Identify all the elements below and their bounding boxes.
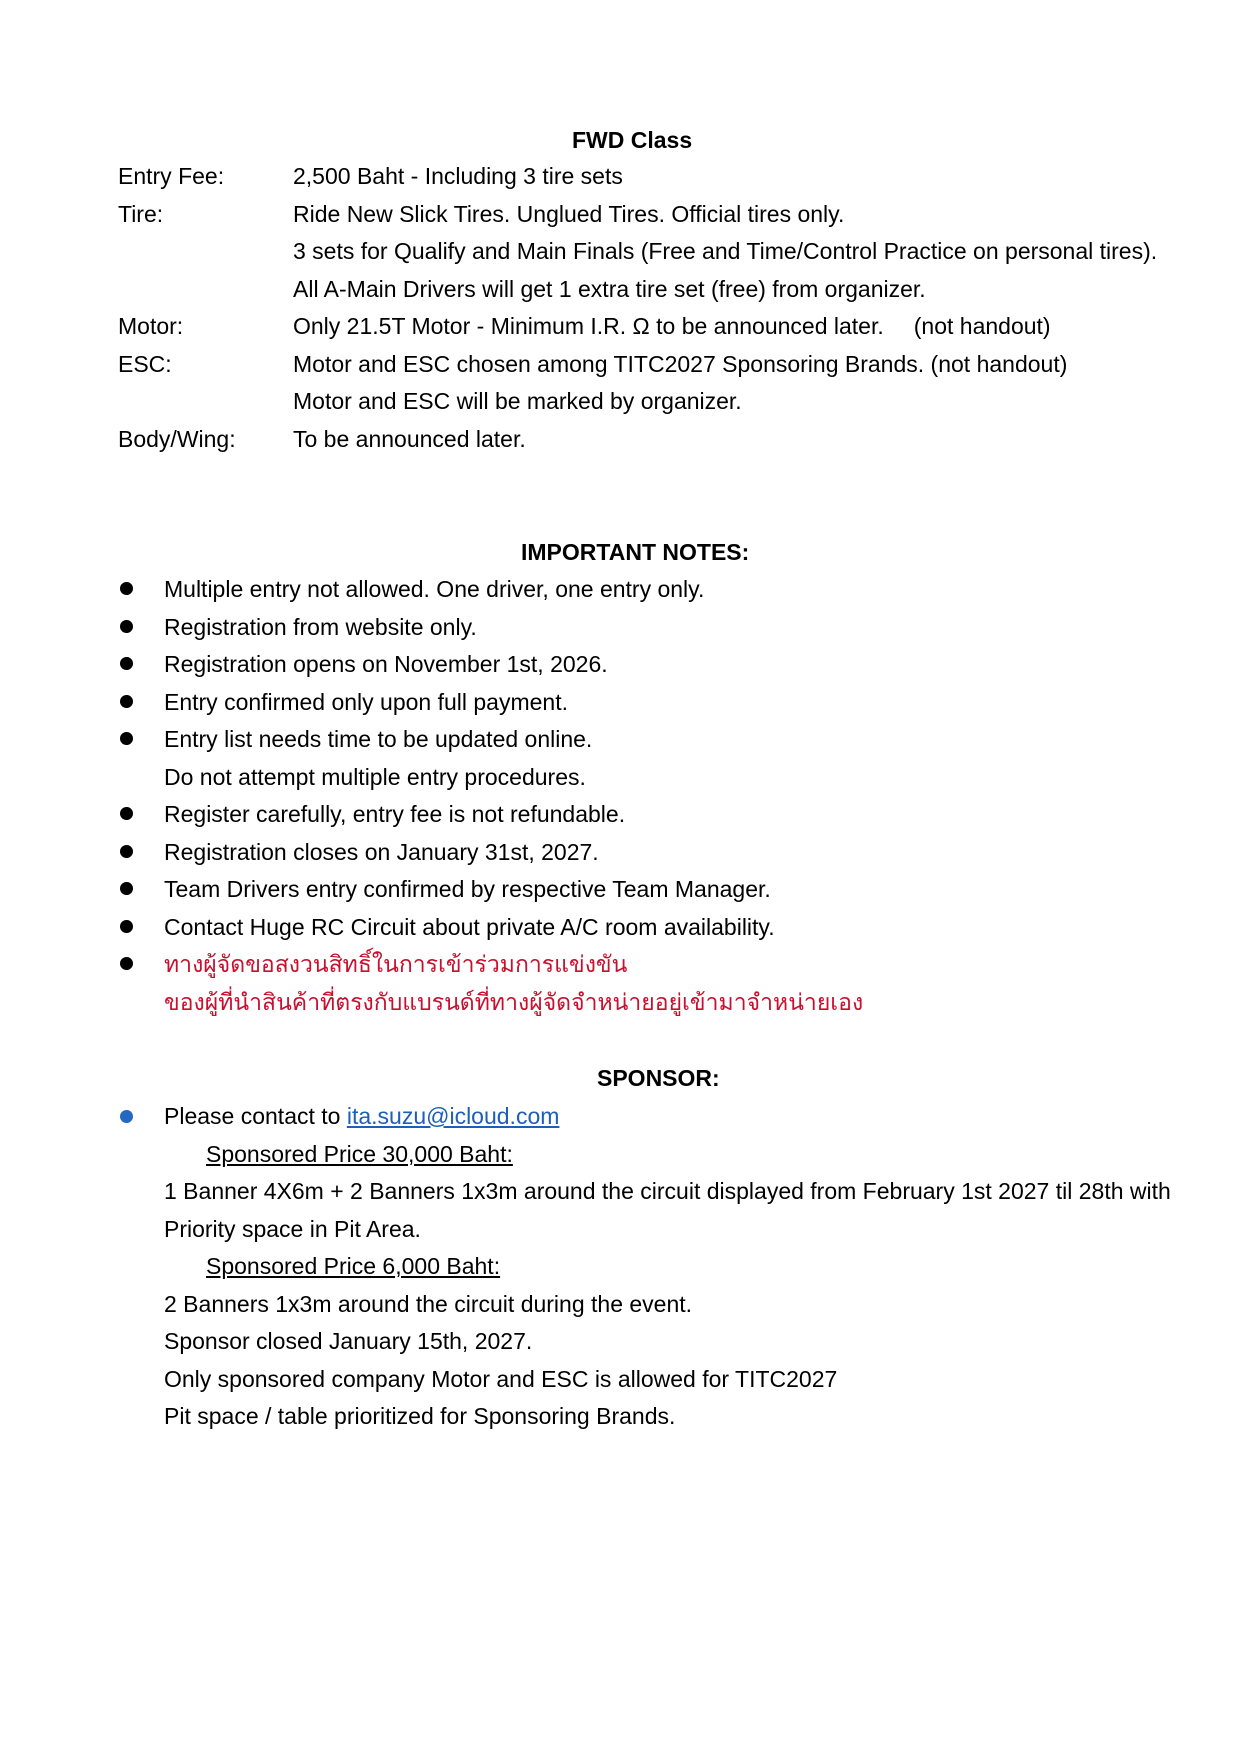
spec-value-extra-tire: All A-Main Drivers will get 1 extra tire set (free) from organizer. — [293, 276, 926, 302]
note-thai-line-1: ทางผู้จัดขอสงวนสิทธิ์ในการเข้าร่วมการแข่งขัน — [164, 951, 628, 977]
spec-value-entry-fee: 2,500 Baht - Including 3 tire sets — [293, 163, 623, 189]
bullet-icon — [120, 732, 133, 745]
note-multiple-entry: Multiple entry not allowed. One driver, one entry only. — [164, 576, 705, 602]
sponsor-tier-6000-title: Sponsored Price 6,000 Baht: — [206, 1253, 501, 1279]
note-registration-closes: Registration closes on January 31st, 2027. — [164, 839, 599, 865]
spec-label-motor: Motor: — [118, 313, 184, 339]
note-register-carefully: Register carefully, entry fee is not refundable. — [164, 801, 626, 827]
bullet-icon — [120, 582, 133, 595]
note-contact-huge-rc: Contact Huge RC Circuit about private A/C room availability. — [164, 914, 775, 940]
spec-value-esc: Motor and ESC chosen among TITC2027 Sponsoring Brands. (not handout) — [293, 351, 1068, 377]
spec-value-tire: Ride New Slick Tires. Unglued Tires. Official tires only. — [293, 201, 845, 227]
note-registration-website: Registration from website only. — [164, 614, 477, 640]
spec-label-body-wing: Body/Wing: — [118, 426, 236, 452]
sponsor-tier-30000-line-2: Priority space in Pit Area. — [164, 1216, 421, 1242]
spec-value-motor — [293, 312, 1051, 340]
note-entry-confirmed: Entry confirmed only upon full payment. — [164, 689, 568, 715]
sponsor-closed: Sponsor closed January 15th, 2027. — [164, 1328, 533, 1354]
spec-label-entry-fee: Entry Fee: — [118, 163, 225, 189]
sponsor-pit-space: Pit space / table prioritized for Sponsoring Brands. — [164, 1403, 676, 1429]
note-team-drivers: Team Drivers entry confirmed by respective Team Manager. — [164, 876, 771, 902]
spec-label-tire: Tire: — [118, 201, 164, 227]
motor-not-handout: (not handout) — [913, 313, 1051, 339]
note-entry-list-continued: Do not attempt multiple entry procedures. — [164, 764, 586, 790]
bullet-icon — [120, 695, 133, 708]
important-notes-title: IMPORTANT NOTES: — [521, 539, 750, 565]
sponsor-contact-prefix: Please contact to — [164, 1103, 347, 1129]
sponsor-motor-esc-rule: Only sponsored company Motor and ESC is allowed for TITC2027 — [164, 1366, 838, 1392]
sponsor-tier-6000-line-1: 2 Banners 1x3m around the circuit during the event. — [164, 1291, 693, 1317]
bullet-icon — [120, 620, 133, 633]
bullet-icon — [120, 920, 133, 933]
motor-text: Only 21.5T Motor - Minimum I.R. Ω to be announced later. — [293, 313, 884, 339]
spec-value-tire-sets: 3 sets for Qualify and Main Finals (Free and Time/Control Practice on personal tires). — [293, 238, 1158, 264]
sponsor-bullet-icon — [120, 1110, 133, 1123]
spec-value-body-wing: To be announced later. — [293, 426, 526, 452]
note-thai-line-2: ของผู้ที่นำสินค้าที่ตรงกับแบรนด์ที่ทางผู้จัดจำหน่ายอยู่เข้ามาจำหน่ายเอง — [164, 989, 864, 1015]
spec-label-esc: ESC: — [118, 351, 172, 377]
bullet-icon — [120, 657, 133, 670]
bullet-icon — [120, 957, 133, 970]
sponsor-tier-30000-title: Sponsored Price 30,000 Baht: — [206, 1141, 513, 1167]
sponsor-tier-30000-line-1: 1 Banner 4X6m + 2 Banners 1x3m around the circuit displayed from February 1st 2027 til 28th with — [164, 1178, 1171, 1204]
fwd-class-title: FWD Class — [572, 127, 693, 153]
sponsor-title: SPONSOR: — [597, 1065, 720, 1091]
sponsor-contact — [164, 1102, 559, 1130]
bullet-icon — [120, 845, 133, 858]
note-registration-opens: Registration opens on November 1st, 2026. — [164, 651, 608, 677]
bullet-icon — [120, 807, 133, 820]
sponsor-email-link[interactable]: ita.suzu@icloud.com — [346, 1103, 560, 1129]
spec-value-esc-marked: Motor and ESC will be marked by organizer. — [293, 388, 742, 414]
note-entry-list: Entry list needs time to be updated online. — [164, 726, 593, 752]
bullet-icon — [120, 882, 133, 895]
